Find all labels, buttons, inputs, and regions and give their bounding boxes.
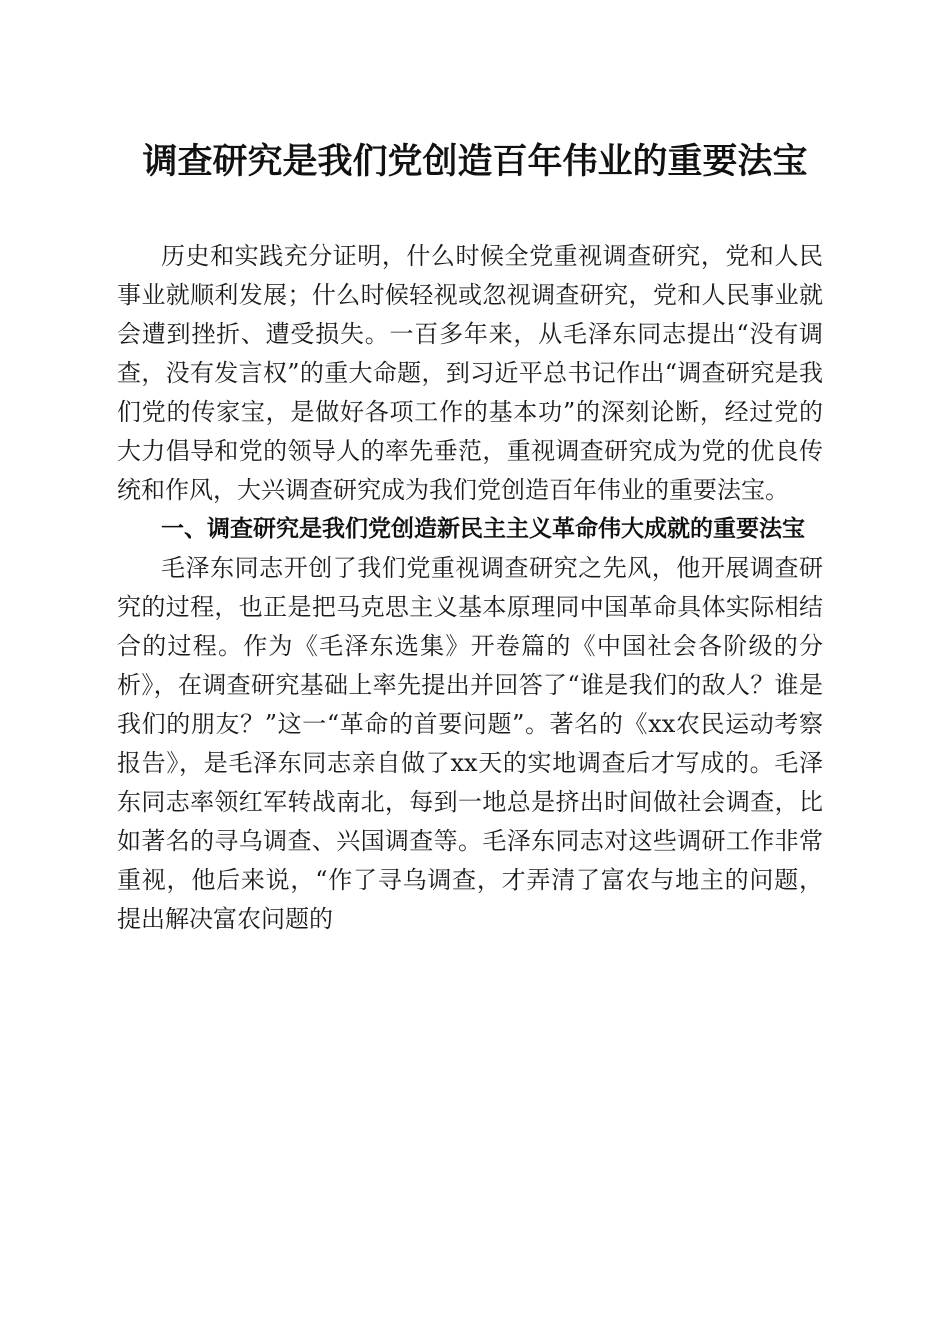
section-paragraph: 毛泽东同志开创了我们党重视调查研究之先风，他开展调查研究的过程，也正是把马克思主义基本原理同中国革命具体实际相结合的过程。作为《毛泽东选集》开卷篇的《中国社会各阶级的分析》，在调查研究基础上率先提出并回答了“谁是我们的敌人？谁是我们的朋友？”这一“革命的首要问题”。著名的《xx农民运动考察报告》，是毛泽东同志亲自做了xx天的实地调查后才写成的。毛泽东同志率领红军转战南北，每到一地总是挤出时间做社会调查，比如著名的寻乌调查、兴国调查等。毛泽东同志对这些调研工作非常重视，他后来说，“作了寻乌调查，才弄清了富农与地主的问题，提出解决富农问题的 xyxy=(117,554,823,933)
document-body xyxy=(117,237,823,939)
section-heading: 一、调查研究是我们党创造新民主主义革命伟大成就的重要法宝 xyxy=(161,516,805,542)
intro-paragraph: 历史和实践充分证明，什么时候全党重视调查研究，党和人民事业就顺利发展；什么时候轻视或忽视调查研究，党和人民事业就会遭到挫折、遭受损失。一百多年来，从毛泽东同志提出“没有调查，没有发言权”的重大命题，到习近平总书记作出“调查研究是我们党的传家宝，是做好各项工作的基本功”的深刻论断，经过党的大力倡导和党的领导人的率先垂范，重视调查研究成为党的优良传统和作风，大兴调查研究成为我们党创造百年伟业的重要法宝。 xyxy=(117,242,823,504)
document-title: 调查研究是我们党创造百年伟业的重要法宝 xyxy=(142,141,808,182)
